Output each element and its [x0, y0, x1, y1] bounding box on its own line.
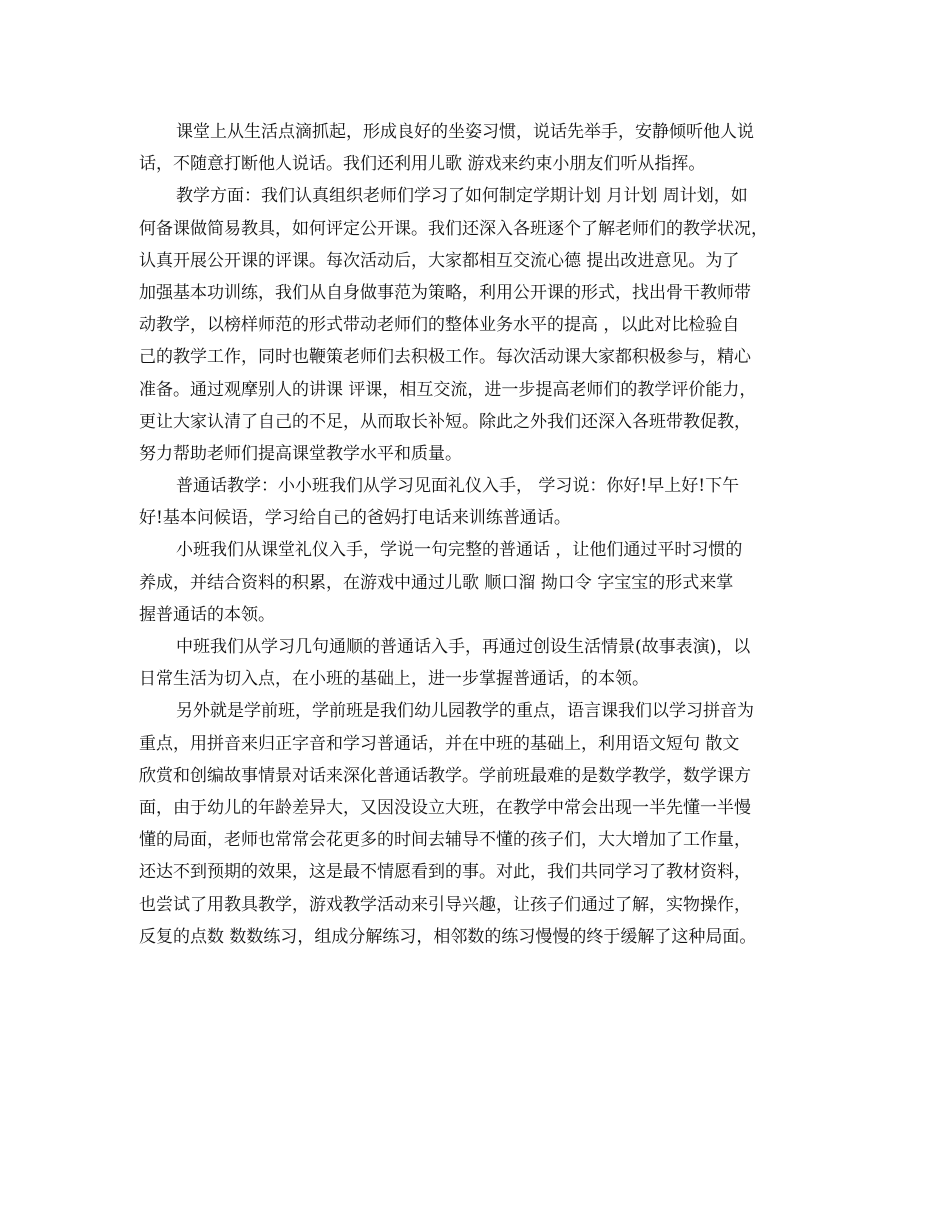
text-line: 中班我们从学习几句通顺的普通话入手，再通过创设生活情景(故事表演)，以	[176, 637, 751, 657]
text-line: 养成，并结合资料的积累，在游戏中通过儿歌 顺口溜 拗口令 字宝宝的形式来掌	[139, 572, 734, 593]
text-line: 欣赏和创编故事情景对话来深化普通话教学。学前班最难的是数学教学，数学课方	[139, 765, 751, 786]
text-line: 课堂上从生活点滴抓起，形成良好的坐姿习惯，说话先举手，安静倾听他人说	[176, 122, 754, 142]
text-line: 好!基本问候语，学习给自己的爸妈打电话来训练普通话。	[139, 508, 571, 529]
text-line: 话，不随意打断他人说话。我们还利用儿歌 游戏来约束小朋友们听从指挥。	[139, 154, 706, 175]
text-line: 还达不到预期的效果，这是最不情愿看到的事。对此，我们共同学习了教材资料，	[139, 862, 751, 883]
text-line: 重点，用拼音来归正字音和学习普通话，并在中班的基础上，利用语文短句 散文	[139, 733, 740, 754]
text-line: 何备课做简易教具，如何评定公开课。我们还深入各班逐个了解老师们的教学状况，	[139, 218, 768, 239]
text-line: 认真开展公开课的评课。每次活动后，大家都相互交流心德 提出改进意见。为了	[139, 250, 740, 271]
text-line: 懂的局面，老师也常常会花更多的时间去辅导不懂的孩子们，大大增加了工作量，	[139, 830, 751, 851]
text-line: 更让大家认清了自己的不足，从而取长补短。除此之外我们还深入各班带教促教，	[139, 411, 751, 432]
text-line: 普通话教学：小小班我们从学习见面礼仪入手， 学习说：你好!早上好!下午	[176, 476, 740, 497]
text-line: 动教学，以榜样师范的形式带动老师们的整体业务水平的提高 ，以此对比检验自	[139, 315, 740, 336]
document-body	[139, 116, 819, 953]
text-line: 加强基本功训练，我们从自身做事范为策略，利用公开课的形式，找出骨干教师带	[139, 282, 751, 303]
text-line: 也尝试了用教具教学，游戏教学活动来引导兴趣，让孩子们通过了解，实物操作，	[139, 894, 751, 915]
text-line: 努力帮助老师们提高课堂教学水平和质量。	[139, 443, 462, 464]
text-line: 反复的点数 数数练习，组成分解练习，相邻数的练习慢慢的终于缓解了这种局面。	[139, 926, 757, 947]
text-line: 日常生活为切入点，在小班的基础上，进一步掌握普通话，的本领。	[139, 669, 649, 690]
text-line: 准备。通过观摩别人的讲课 评课，相互交流，进一步提高老师们的教学评价能力，	[139, 379, 757, 400]
text-line: 教学方面：我们认真组织老师们学习了如何制定学期计划 月计划 周计划，如	[176, 186, 748, 207]
text-line: 小班我们从课堂礼仪入手，学说一句完整的普通话 ，让他们通过平时习惯的	[176, 540, 743, 561]
text-line: 面，由于幼儿的年龄差异大，又因没设立大班，在教学中常会出现一半先懂一半慢	[139, 797, 751, 818]
text-line: 握普通话的本领。	[139, 604, 275, 625]
text-line: 另外就是学前班，学前班是我们幼儿园教学的重点，语言课我们以学习拼音为	[176, 701, 754, 722]
text-line: 己的教学工作，同时也鞭策老师们去积极工作。每次活动课大家都积极参与，精心	[139, 347, 751, 368]
